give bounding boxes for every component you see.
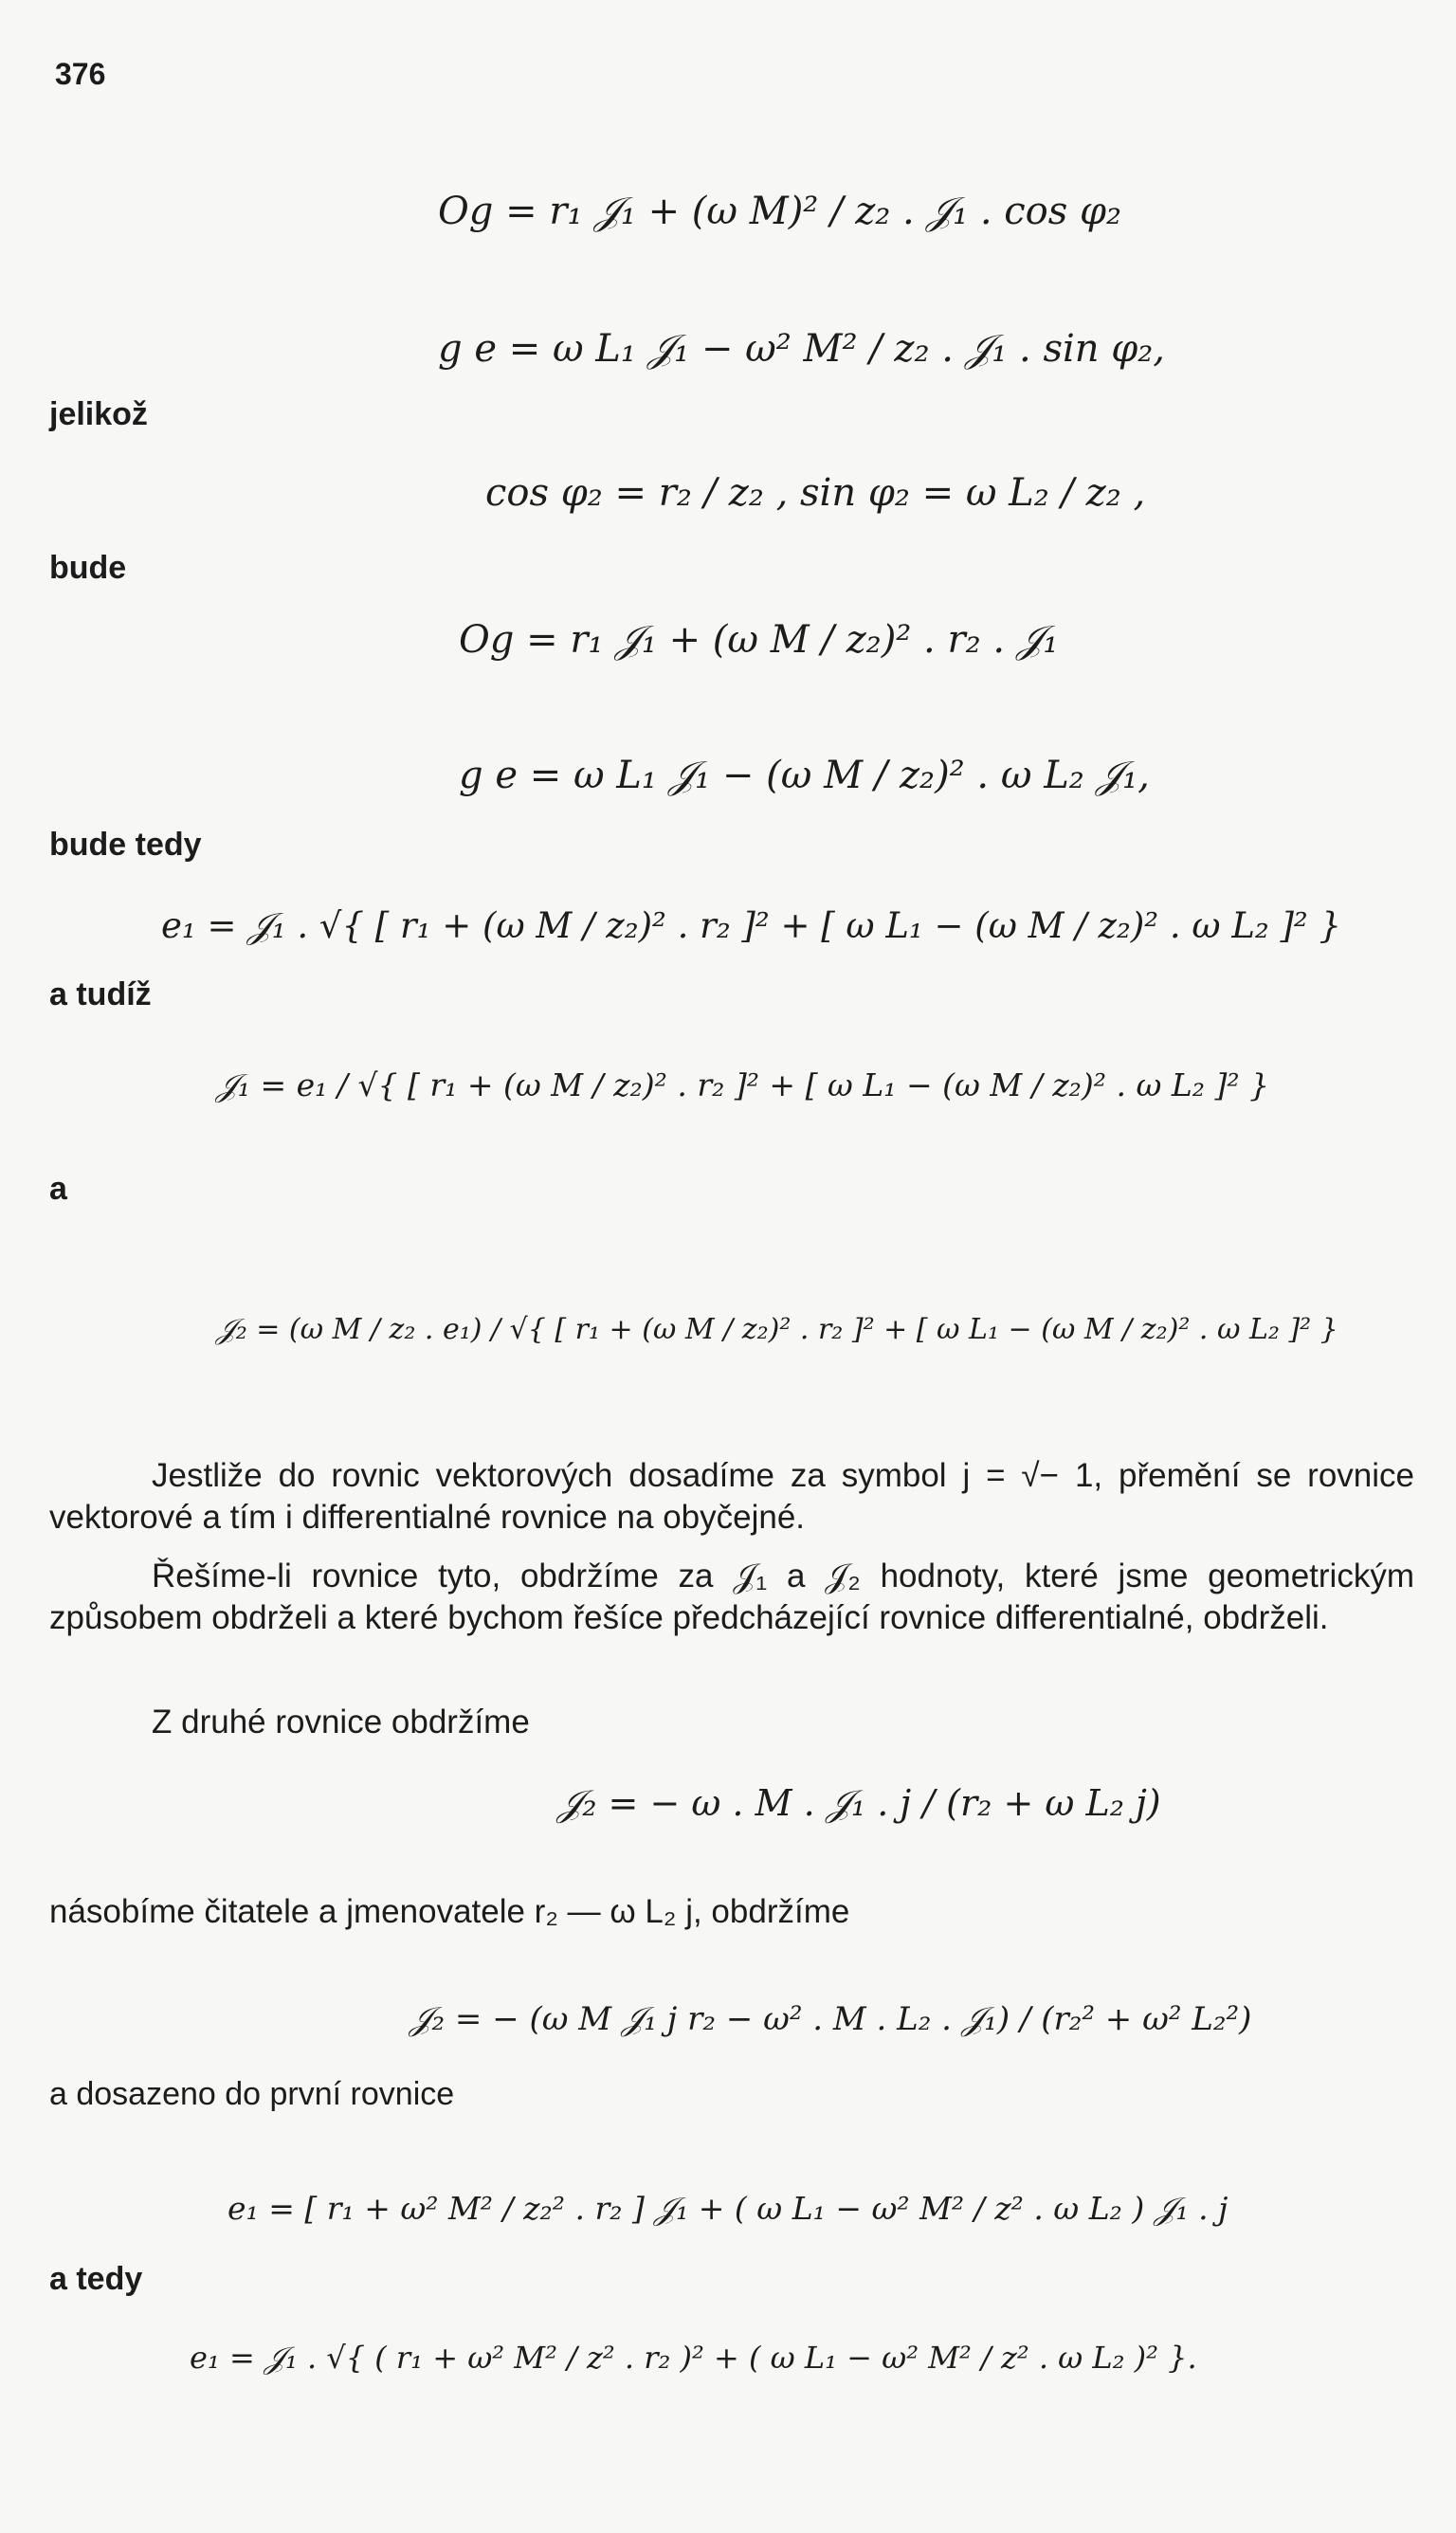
formula-j1: 𝒥₁ = e₁ / √{ [ r₁ + (ω M / z₂)² . r₂ ]² + [ ω L₁ − (ω M / z₂)² . ω L₂ ]² } bbox=[216, 1066, 1270, 1103]
formula-j2-expanded: 𝒥₂ = − (ω M 𝒥₁ j r₂ − ω² . M . L₂ . 𝒥₁) / (r₂² + ω² L₂²) bbox=[410, 2000, 1252, 2038]
page-number: 376 bbox=[55, 57, 106, 91]
label-a-tudiz: a tudíž bbox=[49, 976, 152, 1012]
label-jelikoz: jelikož bbox=[49, 396, 148, 432]
label-bude: bude bbox=[49, 550, 127, 586]
formula-og-2: Og = r₁ 𝒥₁ + (ω M / z₂)² . r₂ . 𝒥₁ bbox=[459, 618, 1059, 662]
paragraph-resime: Řešíme-li rovnice tyto, obdržíme za 𝒥₁ a 𝒥₂ hodnoty, které jsme geometrickým způsobem obdrželi a které bychom řešíce předcházející rovnice differentialné, obdrželi. bbox=[49, 1558, 1414, 1636]
formula-e1-root: e₁ = 𝒥₁ . √{ [ r₁ + (ω M / z₂)² . r₂ ]² + [ ω L₁ − (ω M / z₂)² . ω L₂ ]² } bbox=[161, 905, 1342, 946]
label-a-dosazeno: a dosazeno do první rovnice bbox=[49, 2076, 455, 2112]
formula-cos-sin: cos φ₂ = r₂ / z₂ , sin φ₂ = ω L₂ / z₂ , bbox=[485, 471, 1146, 515]
formula-og-1: Og = r₁ 𝒥₁ + (ω M)² / z₂ . 𝒥₁ . cos φ₂ bbox=[438, 190, 1122, 233]
paragraph-jestlize: Jestliže do rovnic vektorových dosadíme za symbol j = √− 1, přemění se rovnice vektorové a tím i differentialné rovnice na obyčejné. bbox=[49, 1457, 1414, 1536]
paragraph-nasobime: násobíme čitatele a jmenovatele r₂ — ω L₂ j, obdržíme bbox=[49, 1893, 850, 1930]
label-a-tedy: a tedy bbox=[49, 2261, 143, 2297]
label-a: a bbox=[49, 1171, 67, 1207]
label-bude-tedy: bude tedy bbox=[49, 827, 202, 863]
formula-e1-final: e₁ = 𝒥₁ . √{ ( r₁ + ω² M² / z² . r₂ )² + ( ω L₁ − ω² M² / z² . ω L₂ )² }. bbox=[190, 2340, 1197, 2376]
formula-ge-2: g e = ω L₁ 𝒥₁ − (ω M / z₂)² . ω L₂ 𝒥₁, bbox=[459, 754, 1150, 797]
formula-j2-simple: 𝒥₂ = − ω . M . 𝒥₁ . j / (r₂ + ω L₂ j) bbox=[557, 1782, 1161, 1824]
formula-ge-1: g e = ω L₁ 𝒥₁ − ω² M² / z₂ . 𝒥₁ . sin φ₂, bbox=[438, 327, 1166, 371]
paragraph-z-druhe: Z druhé rovnice obdržíme bbox=[152, 1704, 530, 1740]
formula-j2-root: 𝒥₂ = (ω M / z₂ . e₁) / √{ [ r₁ + (ω M / z₂)² . r₂ ]² + [ ω L₁ − (ω M / z₂)² . ω L₂ ]² } bbox=[216, 1313, 1338, 1346]
formula-e1-complex: e₁ = [ r₁ + ω² M² / z₂² . r₂ ] 𝒥₁ + ( ω L₁ − ω² M² / z² . ω L₂ ) 𝒥₁ . j bbox=[228, 2190, 1228, 2227]
